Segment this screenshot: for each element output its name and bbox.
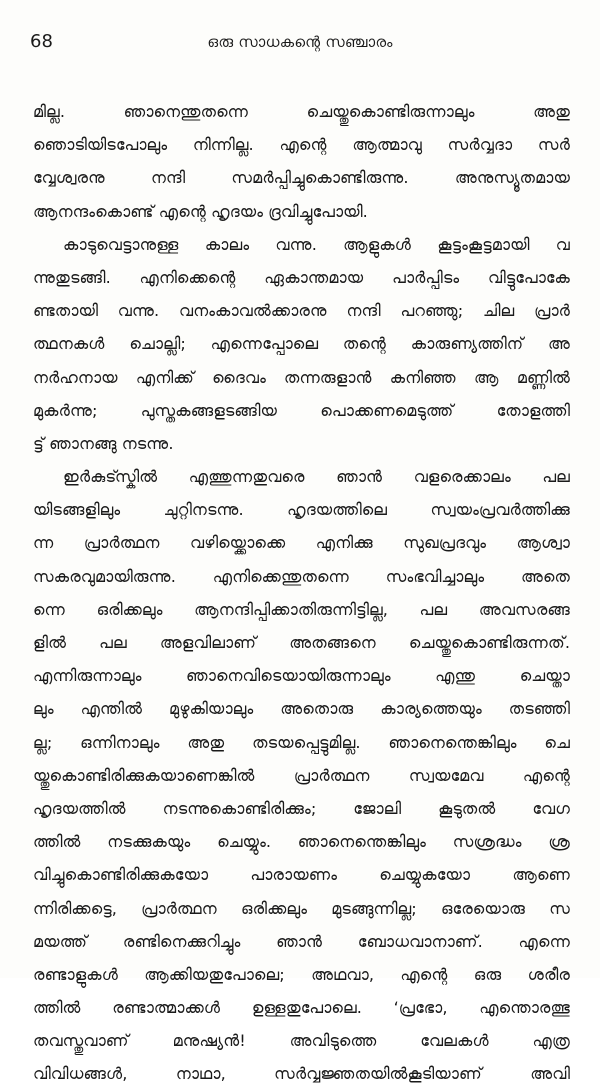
text-line: ലും എന്തിൽ മുഴുകിയാലും അതൊരു കാര്യത്തെയും തടഞ്ഞി	[33, 699, 570, 719]
text-line: വ്വേശ്വരനു നന്ദി സമർപ്പിച്ചുകൊണ്ടിരുന്നു. അനുസ്യൂതമായ	[33, 168, 570, 188]
text-line: എന്നിരുന്നാലും ഞാനെവിടെയായിരുന്നാലും എന്തു ചെയ്താ	[33, 666, 570, 686]
text-line: ഇർകുട്സ്കിൽ എത്തുന്നതുവരെ ഞാൻ വളരെക്കാലം പല	[63, 467, 570, 487]
text-line: ന്ന പ്രാർത്ഥന വഴിയ്ക്കൊക്കെ എനിക്കു സുഖപ്രദവും ആശ്വാ	[33, 533, 570, 553]
text-line: ണ്ടതായി വന്നു. വനംകാവൽക്കാരനു നന്ദി പറഞ്ഞു; ചില പ്രാർ	[33, 301, 570, 321]
text-line: ത്തിൽ നടക്കുകയും ചെയ്യും. ഞാനെന്തെങ്കിലും സശ്രദ്ധം ശ്ര	[33, 832, 570, 852]
text-line: ട്ട് ഞാനങ്ങു നടന്നു.	[33, 433, 174, 453]
text-line: മുകർന്നു; പുസ്തകങ്ങളടങ്ങിയ പൊക്കണമെടുത്ത് തോളത്തി	[33, 400, 570, 420]
running-title: ഒരു സാധകന്റെ സഞ്ചാരം	[207, 33, 393, 51]
text-line: മില്ല. ഞാനെന്തുതന്നെ ചെയ്തുകൊണ്ടിരുന്നാലും അതു	[33, 102, 570, 121]
text-line: വിച്ചുകൊണ്ടിരിക്കുകയോ പാരായണം ചെയ്യുകയോ ആണെ	[33, 865, 570, 885]
text-line: രണ്ടാളുകൾ ആക്കിയതുപോലെ; അഥവാ, എന്റെ ഒരു ശരീര	[33, 964, 570, 984]
text-line: കാടുവെട്ടാനുള്ള കാലം വന്നു. ആളുകൾ കൂട്ടംകൂട്ടമായി വ	[63, 234, 570, 254]
text-line: തവസ്തുവാണ് മനുഷ്യൻ! അവിടുത്തെ വേലകൾ എത്ര	[33, 1031, 570, 1051]
page-header	[30, 30, 570, 58]
text-line: സകരവുമായിരുന്നു. എനിക്കെന്തുതന്നെ സംഭവിച്ചാലും അതെ	[33, 566, 570, 586]
text-line: ല്ല; ഒന്നിനാലും അതു തടയപ്പെട്ടുമില്ല. ഞാനെന്തെങ്കിലും ചെ	[33, 732, 570, 752]
text-line: ഹൃദയത്തിൽ നടന്നുകൊണ്ടിരിക്കും; ജോലി കൂടുതൽ വേഗ	[33, 798, 570, 818]
text-line: യ്തുകൊണ്ടിരിക്കുകയാണെങ്കിൽ പ്രാർത്ഥന സ്വയമേവ എന്റെ	[33, 765, 570, 785]
text-line: നർഹനായ എനിക്ക് ദൈവം തന്നരുളാൻ കനിഞ്ഞ ആ മണ്ണിൽ	[33, 367, 570, 387]
text-line: ളിൽ പല അളവിലാണ് അതങ്ങനെ ചെയ്തുകൊണ്ടിരുന്നത്.	[33, 633, 570, 652]
page-number: 68	[30, 31, 53, 52]
text-line: ന്നുതുടങ്ങി. എനിക്കെന്റെ ഏകാന്തമായ പാർപ്പിടം വിട്ടുപോകേ	[33, 267, 570, 287]
text-line: യിടങ്ങളിലും ചുറ്റിനടന്നു. ഹൃദയത്തിലെ സ്വയംപ്രവർത്തിക്കു	[33, 500, 570, 520]
text-line: മയത്ത് രണ്ടിനെക്കുറിച്ചും ഞാൻ ബോധവാനാണ്. എന്നെ	[33, 931, 570, 951]
text-line: ത്ഥനകൾ ചൊല്ലി; എന്നെപ്പോലെ തന്റെ കാരുണ്യത്തിന് അ	[33, 334, 570, 354]
text-line: വിവിധങ്ങൾ, നാഥാ, സർവ്വജ്ഞതയിൽകൂടിയാണ് അവി	[33, 1064, 570, 1084]
body-text	[33, 95, 570, 1091]
text-line: ത്തിൽ രണ്ടാത്മാക്കൾ ഉള്ളതുപോലെ. ‘പ്രഭോ, എന്തൊരത്ഭു	[33, 998, 570, 1018]
text-line: ന്നെ ഒരിക്കലും ആനന്ദിപ്പിക്കാതിരുന്നിട്ടില്ല, പല അവസരങ്ങ	[33, 599, 570, 619]
text-line: ന്നിരിക്കട്ടെ, പ്രാർത്ഥന ഒരിക്കലും മുടങ്ങുന്നില്ല; ഒരേയൊരു സ	[33, 898, 570, 918]
text-line: ആനന്ദംകൊണ്ട് എന്റെ ഹൃദയം ദ്രവിച്ചുപോയി.	[33, 201, 368, 221]
text-line: ഞൊടിയിടപോലും നിന്നില്ല. എന്റെ ആത്മാവു സർവ്വദാ സർ	[33, 135, 570, 155]
